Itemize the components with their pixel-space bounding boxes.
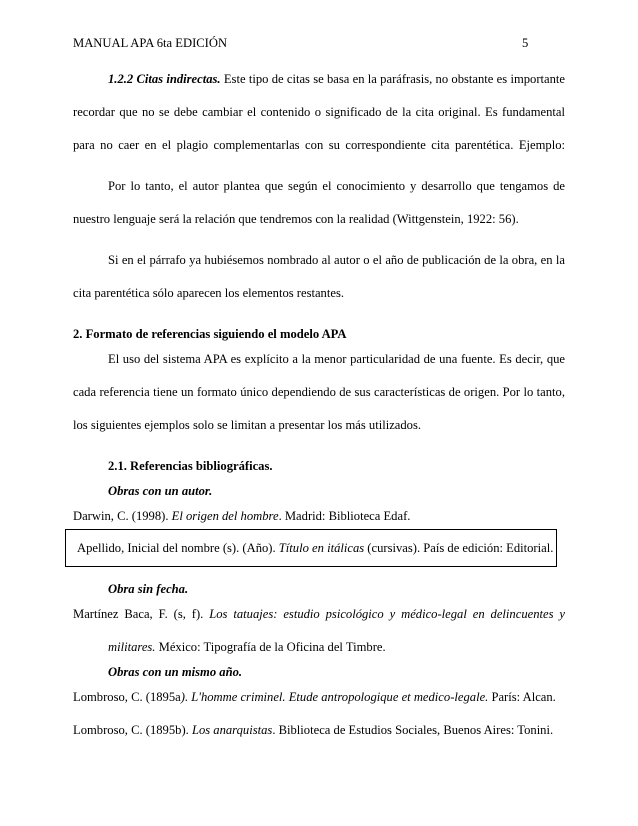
note-paragraph-line-1: Si en el párrafo ya hubiésemos nombrado al autor o el año de publicación de la obra, en la [108, 253, 565, 267]
running-header-title: MANUAL APA 6ta EDICIÓN [73, 36, 228, 50]
reference-lombroso-1895a: Lombroso, C. (1895a). L'homme criminel. Etude antropologique et medico-legale. París: Alcan. [73, 690, 556, 704]
heading-obra-sin-fecha: Obra sin fecha. [108, 582, 189, 596]
paragraph-citas-indirectas-line-1: 1.2.2 Citas indirectas. Este tipo de citas se basa en la paráfrasis, no obstante es importante [108, 72, 565, 86]
section-2-paragraph-line-1: El uso del sistema APA es explícito a la menor particularidad de una fuente. Es decir, que [108, 352, 565, 366]
page-number: 5 [522, 36, 529, 50]
example-quote-line-1: Por lo tanto, el autor plantea que según el conocimiento y desarrollo que tengamos de [108, 179, 565, 193]
reference-lombroso-1895b: Lombroso, C. (1895b). Los anarquistas. Biblioteca de Estudios Sociales, Buenos Aires: Tonini. [73, 723, 554, 737]
reference-darwin: Darwin, C. (1998). El origen del hombre. Madrid: Biblioteca Edaf. [73, 509, 411, 523]
note-paragraph-line-2: cita parentética sólo aparecen los elementos restantes. [73, 286, 344, 300]
heading-obras-con-un-autor: Obras con un autor. [108, 484, 213, 498]
section-2-paragraph-line-3: los siguientes ejemplos solo se limitan a presentar los más utilizados. [73, 418, 422, 432]
section-2-paragraph-line-2: cada referencia tiene un formato único dependiendo de sus características de origen. Por lo tanto, [73, 385, 565, 399]
subsection-heading-2-1: 2.1. Referencias bibliográficas. [108, 459, 273, 473]
format-template-text: Apellido, Inicial del nombre (s). (Año). Título en itálicas (cursivas). País de edición: Editorial. [77, 541, 554, 555]
paragraph-citas-indirectas-line-2: recordar que no se debe cambiar el contenido o significado de la cita original. Es fundamental [73, 105, 565, 119]
example-quote-line-2: nuestro lenguaje será la relación que tendremos con la realidad (Wittgenstein, 1922: 56). [73, 212, 519, 226]
reference-martinez-baca-line-1: Martínez Baca, F. (s, f). Los tatuajes: estudio psicológico y médico-legal en delincuentes y [73, 607, 565, 621]
section-heading-2: 2. Formato de referencias siguiendo el modelo APA [73, 327, 347, 341]
reference-martinez-baca-line-2: militares. México: Tipografía de la Oficina del Timbre. [108, 640, 386, 654]
paragraph-citas-indirectas-line-3: para no caer en el plagio complementarlas con su correspondiente cita parentética. Ejemplo: [73, 138, 565, 152]
subsection-heading-1-2-2: 1.2.2 Citas indirectas. [108, 72, 221, 86]
heading-obras-con-un-mismo-ano: Obras con un mismo año. [108, 665, 243, 679]
